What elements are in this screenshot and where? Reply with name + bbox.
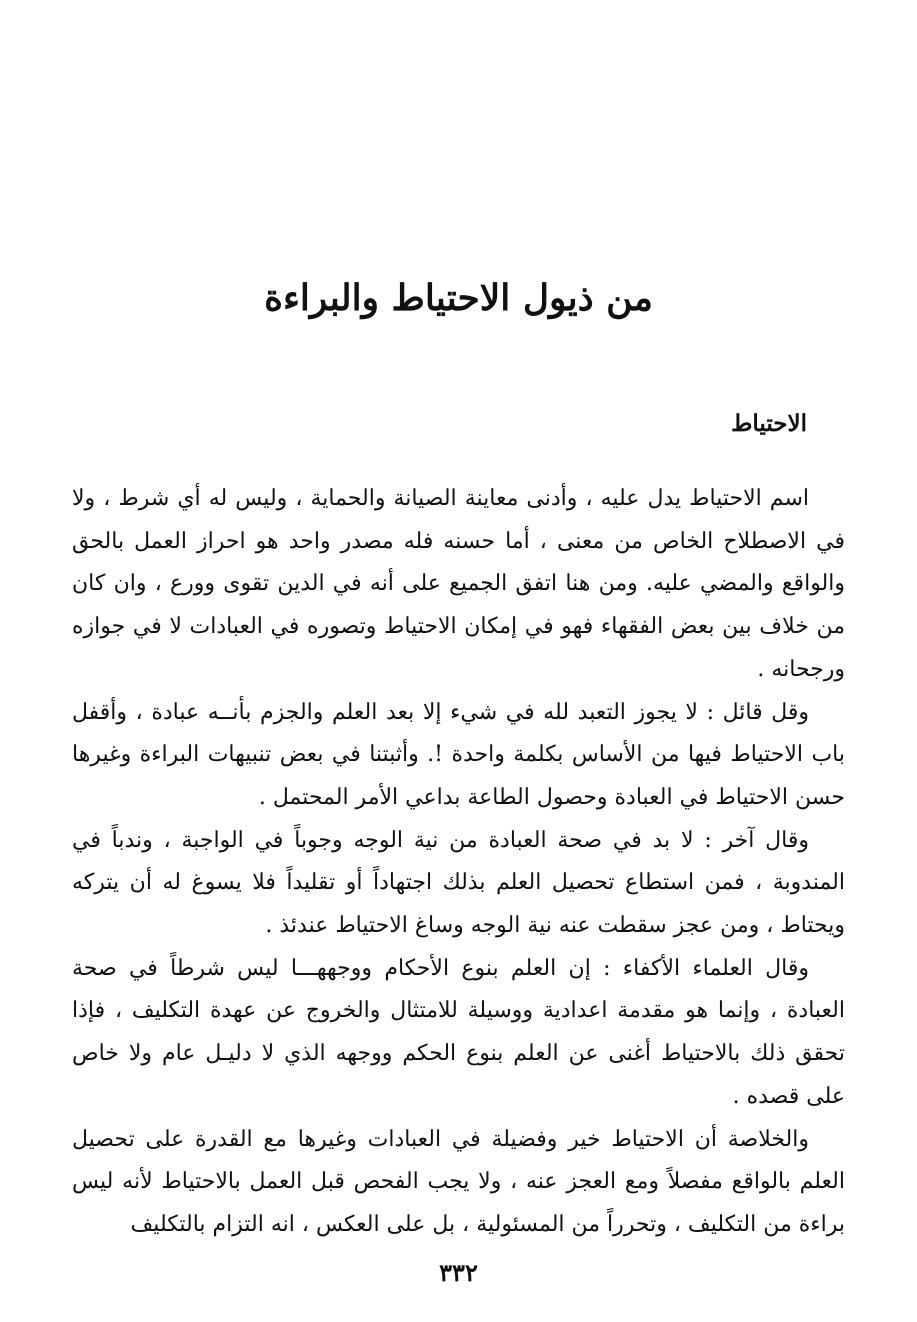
paragraph: والخلاصة أن الاحتياط خير وفضيلة في العبادات وغيرها مع القدرة على تحصيل العلم بالواقع مفصلاً ومع العجز عنه ، ولا يجب الفحص قبل العمل بالاحتياط لأنه ليس براءة من التكليف ، وتحرراً من المسئولية ، بل على العكس ، انه التزام بالتكليف: [72, 1126, 845, 1237]
body-text: [72, 478, 845, 1247]
paragraph: وقال آخر : لا بد في صحة العبادة من نية الوجه وجوباً في الواجبة ، وندباً في المندوبة ، فمن استطاع تحصيل العلم بذلك اجتهاداً أو تقليداً فلا يسوغ له أن يتركه ويحتاط ، ومن عجز سقطت عنه نية الوجه وساغ الاحتياط عندئذ .: [72, 827, 845, 939]
page-number: ٣٣٢: [439, 1258, 478, 1287]
paragraph: وقل قائل : لا يجوز التعبد لله في شيء إلا بعد العلم والجزم بأنــه عبادة ، وأقفل باب الاحتياط فيها من الأساس بكلمة واحدة !. وأثبتنا في بعض تنبيهات البراءة وغيرها حسن الاحتياط في العبادة وحصول الطاعة بداعي الأمر المحتمل .: [72, 699, 845, 810]
paragraph: اسم الاحتياط يدل عليه ، وأدنى معاينة الصيانة والحماية ، وليس له أي شرط ، ولا في الاصطلاح الخاص من معنى ، أما حسنه فله مصدر واحد هو احراز العمل بالحق والواقع والمضي عليه. ومن هنا اتفق الجميع على أنه في الدين تقوى وورع ، وان كان من خلاف بين بعض الفقهاء فهو في إمكان الاحتياط وتصوره في العبادات لا في جوازه ورجحانه .: [72, 486, 845, 682]
section-heading: الاحتياط: [731, 410, 807, 437]
chapter-title: من ذيول الاحتياط والبراءة: [264, 277, 653, 319]
paragraph: وقال العلماء الأكفاء : إن العلم بنوع الأحكام ووجههـــا ليس شرطاً في صحة العبادة ، وإنما هو مقدمة اعدادية ووسيلة للامتثال والخروج عن عهدة التكليف ، فإذا تحقق ذلك بالاحتياط أغنى عن العلم بنوع الحكم ووجهه الذي لا دليـل عام ولا خاص على قصده .: [72, 955, 845, 1109]
